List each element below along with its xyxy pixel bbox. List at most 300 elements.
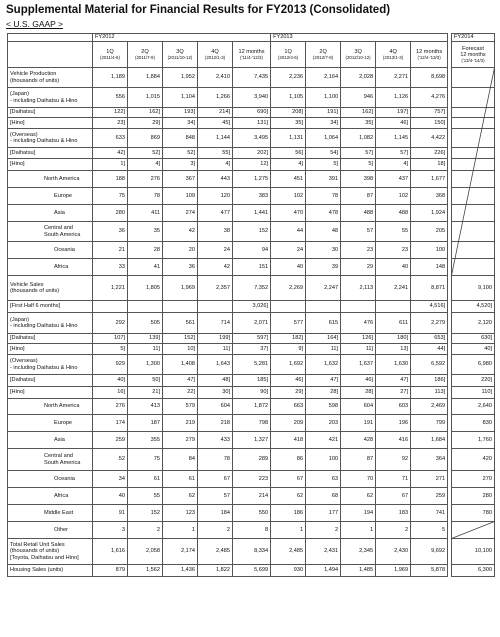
data-cell: 75 (128, 449, 163, 471)
cell-value: 18 (437, 161, 444, 168)
forecast-cell: 10,100 (452, 539, 495, 565)
data-cell: 42] (93, 148, 128, 159)
data-cell: 75 (93, 188, 128, 205)
data-cell: 413 (128, 399, 163, 415)
data-cell: 2,071 (233, 313, 271, 334)
data-cell: 197] (376, 108, 411, 118)
data-cell: 10] (163, 344, 198, 355)
header-fy13-q1: 1Q (2012/4-6) (271, 42, 306, 68)
cell-value: 90 (260, 389, 267, 396)
data-cell: 67 (271, 471, 306, 488)
cell-value: 29 (152, 119, 159, 126)
data-cell: 561 (163, 313, 198, 334)
row-label-line: Vehicle Sales (10, 281, 44, 288)
data-cell: 488 (341, 205, 376, 222)
data-cell: 2,028 (341, 68, 376, 88)
cell-value: 150 (434, 119, 444, 126)
cell-value: 220 (481, 377, 491, 384)
data-cell: 1,884 (128, 68, 163, 88)
cell-value: 40 (117, 377, 124, 384)
cell-value: 4 (298, 161, 302, 168)
data-cell: 63 (306, 471, 341, 488)
cell-value: 22 (187, 389, 194, 396)
cell-value: 202 (257, 149, 267, 156)
data-cell: 87 (341, 449, 376, 471)
data-cell: 2,485 (271, 539, 306, 565)
cell-value: 5 (120, 345, 124, 352)
data-cell: 94 (233, 242, 271, 259)
data-cell: 5,281 (233, 355, 271, 375)
data-cell: 37] (233, 344, 271, 355)
data-cell: 78 (306, 188, 341, 205)
row-label-subline: - including Daihatsu & Hino (10, 97, 78, 104)
row-label-subline: (thousands of units) (10, 288, 60, 294)
data-cell: 39 (306, 259, 341, 276)
data-cell: 52] (128, 148, 163, 159)
row-label-line: [Hino] (10, 119, 25, 126)
row-label-line: Middle East (44, 509, 74, 516)
data-cell: 879 (93, 565, 128, 577)
data-cell: 191 (341, 415, 376, 432)
data-cell: 1,924 (411, 205, 448, 222)
data-cell: 183 (376, 505, 411, 522)
cell-value: 11 (222, 345, 229, 352)
forecast-cell: 6,300 (452, 565, 495, 577)
row-label-line: Asia (54, 436, 65, 443)
data-cell: 364 (411, 449, 448, 471)
data-cell: 47] (376, 375, 411, 387)
cell-value: 12 (260, 161, 267, 168)
forecast-cell: 630] (452, 334, 495, 344)
data-cell: 289 (233, 449, 271, 471)
cell-value: 4 (155, 161, 159, 168)
data-cell: 8 (233, 522, 271, 539)
data-cell: 123 (163, 505, 198, 522)
data-cell: 1,327 (233, 432, 271, 449)
data-cell: 603 (376, 399, 411, 415)
data-cell: 714 (198, 313, 233, 334)
data-cell: 4] (376, 159, 411, 171)
data-cell: 187 (128, 415, 163, 432)
cell-value: 28 (365, 389, 372, 396)
data-cell: 2,174 (163, 539, 198, 565)
data-cell: 40 (93, 488, 128, 505)
data-cell: 28 (128, 242, 163, 259)
row-label-line: Africa (54, 263, 69, 270)
cell-value: 162 (362, 109, 372, 116)
data-cell: 433 (198, 432, 233, 449)
row-label-line: (Overseas) (10, 131, 38, 138)
cell-value: 122 (114, 109, 124, 116)
data-cell: 1,643 (198, 355, 233, 375)
data-cell: 276 (93, 399, 128, 415)
cell-value: 13 (400, 345, 407, 352)
data-cell: 1,822 (198, 565, 233, 577)
data-cell: 3,026] (233, 301, 271, 313)
data-cell: 177 (306, 505, 341, 522)
header-fy12-q3: 3Q (2011/10-12) (163, 42, 198, 68)
data-cell: 218 (198, 415, 233, 432)
data-cell: 1,632 (306, 355, 341, 375)
data-cell: 113] (411, 387, 448, 399)
data-cell: 21 (93, 242, 128, 259)
data-cell: 2 (198, 522, 233, 539)
data-cell: 1,692 (271, 355, 306, 375)
data-cell: 67 (376, 488, 411, 505)
data-cell: 151 (233, 259, 271, 276)
data-cell: 126] (341, 334, 376, 344)
data-cell: 61 (163, 471, 198, 488)
cell-value: 50 (152, 377, 159, 384)
cell-value: 57 (400, 149, 407, 156)
data-cell: 4] (128, 159, 163, 171)
data-cell: 1,969 (376, 565, 411, 577)
data-cell: 41 (128, 259, 163, 276)
header-fy13-q4: 4Q (2013/1-3) (376, 42, 411, 68)
data-cell: 36 (93, 222, 128, 242)
header-fy2013: FY2013 (271, 34, 448, 42)
data-cell: 5] (306, 159, 341, 171)
data-cell: 1,872 (233, 399, 271, 415)
data-cell: 102 (376, 188, 411, 205)
data-cell: 4,276 (411, 88, 448, 108)
data-cell: 205 (411, 222, 448, 242)
data-cell: 1,144 (198, 129, 233, 148)
cell-value: 186 (434, 377, 444, 384)
data-cell: 35] (271, 118, 306, 129)
cell-value: 107 (114, 335, 124, 342)
row-label-line: [Daihatsu] (10, 109, 36, 116)
data-cell: 55 (128, 488, 163, 505)
data-cell: 120 (198, 188, 233, 205)
cell-value: 42 (117, 149, 124, 156)
cell-value: 9 (298, 345, 302, 352)
data-cell: 196 (376, 415, 411, 432)
data-cell: 46] (341, 375, 376, 387)
data-cell: 40 (271, 259, 306, 276)
cell-value: 197 (397, 109, 407, 116)
data-cell: 152 (128, 505, 163, 522)
row-label-line: Vehicle Production (10, 71, 57, 77)
data-cell: 193] (163, 108, 198, 118)
data-cell: 604 (198, 399, 233, 415)
data-cell: 1,436 (163, 565, 198, 577)
data-cell: 2,357 (198, 276, 233, 301)
row-label-line: [Daihatsu] (10, 377, 36, 384)
data-cell: 2 (306, 522, 341, 539)
data-cell: 34 (93, 471, 128, 488)
cell-value: 46 (295, 377, 302, 384)
cell-value: 46 (400, 119, 407, 126)
data-cell: 1,082 (341, 129, 376, 148)
data-cell: 663 (271, 399, 306, 415)
row-label-line: Central and (44, 453, 73, 459)
cell-value: 139 (149, 335, 159, 342)
data-cell: 633 (93, 129, 128, 148)
data-cell: 274 (163, 205, 198, 222)
data-cell: 194 (341, 505, 376, 522)
row-label-line: [Hino] (10, 161, 25, 168)
data-cell: 185] (233, 375, 271, 387)
data-cell: 4,516] (411, 301, 448, 313)
row-label-subline: South America (44, 231, 81, 238)
data-cell: 271 (411, 471, 448, 488)
data-cell: 367 (163, 171, 198, 188)
data-cell: 799 (411, 415, 448, 432)
production-strike-line (452, 68, 495, 276)
data-cell: 28] (306, 387, 341, 399)
data-cell: 1,441 (233, 205, 271, 222)
data-cell: 1 (163, 522, 198, 539)
data-cell: 1,100 (306, 88, 341, 108)
data-cell: 8,698 (411, 68, 448, 88)
row-label-line: Central and (44, 225, 73, 231)
row-label-line: North America (44, 175, 80, 182)
data-cell: 2,241 (376, 276, 411, 301)
data-cell: 1,637 (341, 355, 376, 375)
row-label-line: Oceania (54, 475, 75, 482)
forecast-cell: 6,980 (452, 355, 495, 375)
row-label-line: (Japan) (10, 91, 29, 97)
data-cell: 2,431 (306, 539, 341, 565)
row-label-line: Other (54, 526, 68, 533)
data-cell: 3 (93, 522, 128, 539)
data-cell: 1,684 (411, 432, 448, 449)
data-cell: 100 (411, 242, 448, 259)
data-cell: 477 (198, 205, 233, 222)
data-cell: 259 (411, 488, 448, 505)
data-cell: 930 (271, 565, 306, 577)
data-cell: 6,592 (411, 355, 448, 375)
data-cell: 556 (93, 88, 128, 108)
data-cell: 1 (341, 522, 376, 539)
page-title: Supplemental Material for Financial Results for FY2013 (Consolidated) (6, 4, 391, 16)
data-cell: 355 (128, 432, 163, 449)
data-cell: 84 (163, 449, 198, 471)
data-cell: 2,236 (271, 68, 306, 88)
row-label-subline: (thousands of units) (10, 548, 60, 555)
data-cell: 186] (411, 375, 448, 387)
data-cell: 1,485 (341, 565, 376, 577)
data-cell: 208] (271, 108, 306, 118)
cell-value: 34 (330, 119, 337, 126)
cell-value: 4,520 (476, 303, 491, 310)
data-cell: 2,269 (271, 276, 306, 301)
data-cell: 1,805 (128, 276, 163, 301)
data-cell: 11] (306, 344, 341, 355)
data-cell: 87 (341, 188, 376, 205)
data-cell: 30] (198, 387, 233, 399)
cell-value: 131 (257, 119, 267, 126)
data-cell: 35 (128, 222, 163, 242)
cell-value: 162 (149, 109, 159, 116)
data-cell: 131] (233, 118, 271, 129)
data-cell: 27] (376, 387, 411, 399)
data-cell: 391 (306, 171, 341, 188)
data-cell: 150] (411, 118, 448, 129)
cell-value: 46 (365, 377, 372, 384)
cell-value: 54 (330, 149, 337, 156)
data-cell: 214 (233, 488, 271, 505)
data-cell: 292 (93, 313, 128, 334)
data-cell: 2 (376, 522, 411, 539)
data-cell: 416 (376, 432, 411, 449)
data-cell: 29] (271, 387, 306, 399)
data-cell: 109 (163, 188, 198, 205)
data-cell: 2,469 (411, 399, 448, 415)
data-cell: 148 (411, 259, 448, 276)
data-cell: 1 (271, 522, 306, 539)
header-fy2012: FY2012 (93, 34, 271, 42)
cell-value: 208 (292, 109, 302, 116)
data-cell: 1,952 (163, 68, 198, 88)
data-cell: 5] (93, 344, 128, 355)
data-cell: 1,630 (376, 355, 411, 375)
data-cell: 57] (341, 148, 376, 159)
cell-value: 214 (219, 109, 229, 116)
cell-value: 34 (187, 119, 194, 126)
data-cell: 47] (163, 375, 198, 387)
data-cell: 604 (341, 399, 376, 415)
cell-value: 47 (400, 377, 407, 384)
data-cell: 40 (376, 259, 411, 276)
data-cell: 2,113 (341, 276, 376, 301)
data-cell: 276 (128, 171, 163, 188)
data-cell: 36 (163, 259, 198, 276)
row-label-line: Total Retail Unit Sales (10, 541, 65, 548)
data-cell: 848 (163, 129, 198, 148)
data-cell: 2,247 (306, 276, 341, 301)
data-cell: 1,064 (306, 129, 341, 148)
cell-value: 47 (330, 377, 337, 384)
data-cell: 162] (341, 108, 376, 118)
data-cell: 22] (163, 387, 198, 399)
row-label-line: Europe (54, 192, 73, 199)
data-cell: 67 (198, 471, 233, 488)
data-cell: 1,145 (376, 129, 411, 148)
data-cell: 279 (163, 432, 198, 449)
data-cell: 9] (271, 344, 306, 355)
data-cell: 56] (271, 148, 306, 159)
forecast-cell: 830 (452, 415, 495, 432)
data-cell: 5] (341, 159, 376, 171)
data-cell: 30 (306, 242, 341, 259)
data-cell: 690] (233, 108, 271, 118)
other-strike-line (452, 522, 495, 539)
data-cell: 4] (198, 159, 233, 171)
cell-value: 110 (481, 389, 491, 396)
data-cell: 62 (271, 488, 306, 505)
data-cell: 223 (233, 471, 271, 488)
data-cell: 2,271 (376, 68, 411, 88)
cell-value: 52 (152, 149, 159, 156)
data-cell: 1,266 (198, 88, 233, 108)
data-cell: 34] (163, 118, 198, 129)
row-label-line: [Daihatsu] (10, 149, 36, 156)
data-cell: 12] (233, 159, 271, 171)
data-cell: 398 (341, 171, 376, 188)
cell-value: 193 (184, 109, 194, 116)
cell-value: 56 (295, 149, 302, 156)
data-cell: 2,485 (198, 539, 233, 565)
data-cell: 202] (233, 148, 271, 159)
data-cell: 162] (128, 108, 163, 118)
data-cell: 29] (128, 118, 163, 129)
data-cell: 1,408 (163, 355, 198, 375)
data-cell: 437 (376, 171, 411, 188)
data-cell: 598 (306, 399, 341, 415)
cell-value: 191 (327, 109, 337, 116)
data-cell: 102 (271, 188, 306, 205)
cell-value: 164 (327, 335, 337, 342)
header-fy12-q2: 2Q (2011/7-9) (128, 42, 163, 68)
cell-value: 690 (257, 109, 267, 116)
data-cell: 52] (163, 148, 198, 159)
data-cell: 577 (271, 313, 306, 334)
data-cell: 8,871 (411, 276, 448, 301)
data-cell: 54] (306, 148, 341, 159)
data-cell: 48 (306, 222, 341, 242)
data-cell: 7,435 (233, 68, 271, 88)
data-cell: 3] (163, 159, 198, 171)
cell-value: 28 (330, 389, 337, 396)
data-cell: 383 (233, 188, 271, 205)
data-cell: 1,677 (411, 171, 448, 188)
row-label-subline: - including Daihatsu & Hino (10, 364, 78, 371)
data-cell: 2,345 (341, 539, 376, 565)
cell-value: 182 (292, 335, 302, 342)
data-cell: 11] (128, 344, 163, 355)
data-cell: 2,058 (128, 539, 163, 565)
data-cell: 46] (271, 375, 306, 387)
data-cell: 1,015 (128, 88, 163, 108)
cell-value: 3,026 (252, 303, 267, 310)
forecast-cell: 2,120 (452, 313, 495, 334)
data-cell: 11] (341, 344, 376, 355)
data-cell: 1,131 (271, 129, 306, 148)
data-cell: 20 (163, 242, 198, 259)
data-cell: 40] (93, 375, 128, 387)
data-cell: 100 (306, 449, 341, 471)
data-cell: 1,494 (306, 565, 341, 577)
cell-value: 199 (219, 335, 229, 342)
cell-value: 180 (397, 335, 407, 342)
data-cell: 57 (341, 222, 376, 242)
data-cell: 209 (271, 415, 306, 432)
cell-value: 4,516 (429, 303, 444, 310)
data-cell: 2,410 (198, 68, 233, 88)
data-cell: 13] (376, 344, 411, 355)
cell-value: 3 (190, 161, 194, 168)
row-label-line: (Japan) (10, 316, 29, 323)
cell-value: 11 (365, 345, 372, 352)
cell-value: 5 (333, 161, 337, 168)
data-cell: 4] (271, 159, 306, 171)
data-cell: 1,105 (271, 88, 306, 108)
data-cell: 90] (233, 387, 271, 399)
data-cell: 45] (198, 118, 233, 129)
data-cell: 21] (128, 387, 163, 399)
data-cell: 476 (341, 313, 376, 334)
data-cell: 757] (411, 108, 448, 118)
data-cell: 2,279 (411, 313, 448, 334)
cell-value: 37 (260, 345, 267, 352)
data-cell: 2 (128, 522, 163, 539)
cell-value: 30 (222, 389, 229, 396)
row-label-line: Oceania (54, 246, 75, 253)
row-label-line: (Overseas) (10, 358, 38, 364)
data-cell: 421 (306, 432, 341, 449)
